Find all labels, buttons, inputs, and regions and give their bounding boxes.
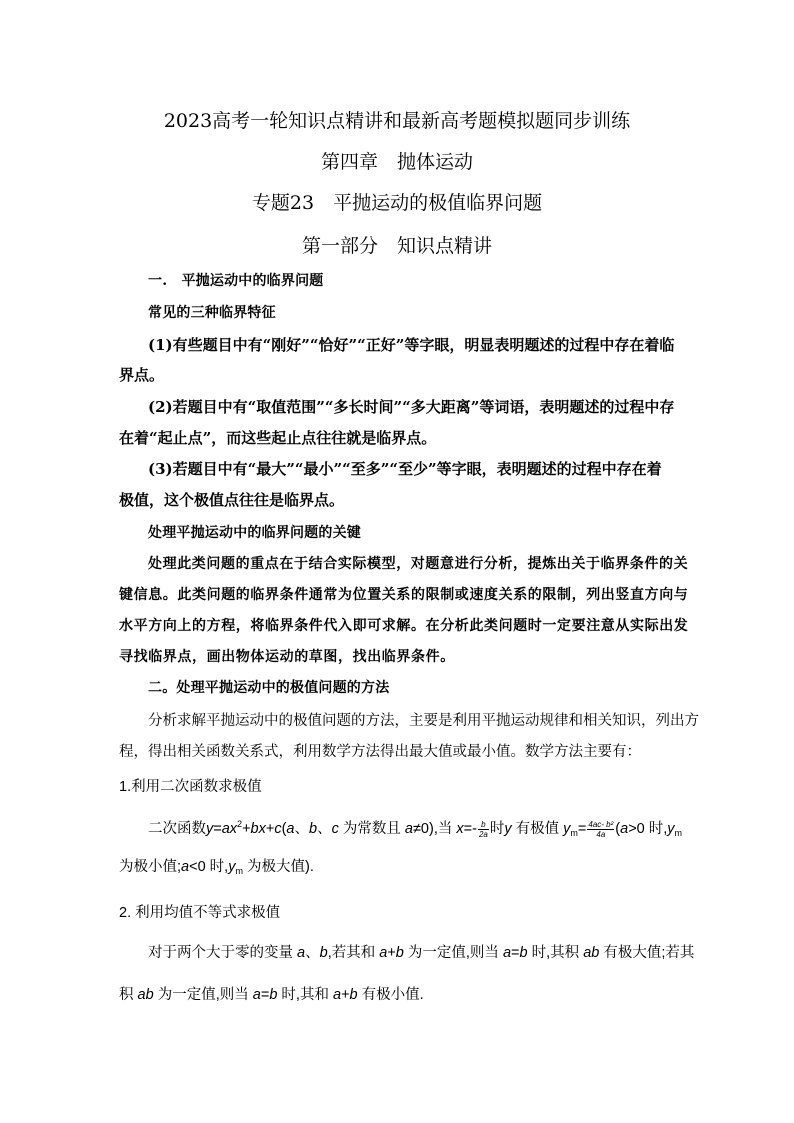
key-line4: 寻找临界点，画出物体运动的草图，找出临界条件。 <box>119 649 455 665</box>
formula-var: a <box>404 821 413 837</box>
formula-var: a <box>252 987 261 1003</box>
formula-var: a <box>379 945 388 961</box>
formula-subscript: m <box>674 828 683 838</box>
formula-text: 时,其和 <box>277 987 333 1003</box>
formula-text: + <box>242 821 251 837</box>
formula-text: 二次函数 <box>148 821 206 837</box>
topic-title: 专题23 平抛运动的极值临界问题 <box>251 192 543 214</box>
formula-text: 时 <box>489 821 505 837</box>
formula-var: ab <box>137 987 154 1003</box>
point2-line2: 在着“起止点”，而这些起止点往往就是临界点。 <box>119 429 437 447</box>
formula-var: b <box>269 987 278 1003</box>
formula-text: 为极小值; <box>119 859 182 875</box>
formula-subscript: m <box>235 866 243 876</box>
formula-var: y <box>228 859 236 875</box>
fraction-numerator: b <box>478 820 489 830</box>
formula-text: 有极小值 <box>357 987 420 1003</box>
formula-var: a <box>297 945 306 961</box>
series-title: 2023高考一轮知识点精讲和最新高考题模拟题同步训练 <box>163 110 631 132</box>
section2-intro-line1: 分析求解平抛运动中的极值问题的方法，主要是利用平抛运动规律和相关知识，列出方 <box>148 713 699 729</box>
key-line2: 键信息。此类问题的临界条件通常为位置关系的限制或速度关系的限制，列出竖直方向与 <box>119 587 689 603</box>
formula-text: . <box>419 987 424 1003</box>
formula-var: y <box>206 821 214 837</box>
formula-text: = <box>260 987 270 1003</box>
formula-text: 为一定值,则当 <box>403 945 503 961</box>
formula-text: + <box>387 945 396 961</box>
method1-title: 1.利用二次函数求极值 <box>119 779 262 795</box>
formula-var: b <box>319 945 328 961</box>
point2-line1: (2)若题目中有“取值范围”“多长时间”“多大距离”等词语，表明题述的过程中存 <box>148 398 675 416</box>
formula-text: 为一定值,则当 <box>153 987 253 1003</box>
formula-var: bx <box>250 821 266 837</box>
formula-var: b <box>349 987 358 1003</box>
formula-text: + <box>265 821 275 837</box>
formula-var: x <box>456 821 464 837</box>
formula-var: a <box>332 987 342 1003</box>
formula-text: 、 <box>317 821 332 837</box>
formula-text: 有极值 <box>511 821 564 837</box>
formula-text: <0 时, <box>189 859 229 875</box>
point3-line1: (3)若题目中有“最大”“最小”“至多”“至少”等字眼，表明题述的过程中存在着 <box>148 460 662 478</box>
key-line3: 水平方向上的方程，将临界条件代入即可求解。在分析此类问题时一定要注意从实际出发 <box>119 618 689 634</box>
formula-var: b <box>519 945 528 961</box>
formula-var: b <box>309 821 318 837</box>
fraction-vertex-x <box>478 820 489 839</box>
formula-var: ab <box>583 945 600 961</box>
formula-text: . <box>309 859 314 875</box>
fraction-numerator: 4ac- b² <box>588 819 614 829</box>
formula-text: 、 <box>305 945 320 961</box>
chapter-title: 第四章 抛体运动 <box>320 151 473 173</box>
formula-text: ( <box>615 821 621 837</box>
formula-text: 有极大值;若其 <box>599 945 695 961</box>
fraction-denominator: 2a <box>478 829 488 839</box>
formula-text: 对于两个大于零的变量 <box>148 945 298 961</box>
method2-line2 <box>119 983 424 1004</box>
formula-var: a <box>181 859 190 875</box>
point1-line2: 界点。 <box>119 366 165 384</box>
fraction-denominator: 4a <box>596 829 606 839</box>
formula-text: 为极大值) <box>242 859 310 875</box>
formula-text: ,若其和 <box>327 945 380 961</box>
formula-var: a <box>502 945 512 961</box>
formula-subscript: m <box>570 828 578 838</box>
formula-text: 时,其积 <box>527 945 584 961</box>
section2-intro-line2: 程，得出相关函数关系式，利用数学方法得出最大值或最小值。数学方法主要有： <box>119 744 641 760</box>
formula-text: = <box>511 945 520 961</box>
key-subheading: 处理平抛运动中的临界问题的关键 <box>148 525 361 541</box>
formula-var: y <box>563 821 571 837</box>
section2-heading: 二。处理平抛运动中的极值问题的方法 <box>148 680 390 696</box>
formula-text: 为常数且 <box>338 821 405 837</box>
formula-text: >0 时, <box>628 821 668 837</box>
section1-subheading: 常见的三种临界特征 <box>148 305 276 321</box>
formula-var: y <box>667 821 675 837</box>
formula-var: b <box>395 945 404 961</box>
method1-formula-line <box>148 817 682 839</box>
point1-line1: (1)有些题目中有“刚好”“恰好”“正好”等字眼，明显表明题述的过程中存在着临 <box>148 336 675 354</box>
formula-var: ax <box>221 821 238 837</box>
formula-text: =- <box>463 821 477 837</box>
formula-text: = <box>577 821 587 837</box>
formula-var: y <box>504 821 512 837</box>
formula-var: c <box>274 821 282 837</box>
formula-text: 积 <box>119 987 138 1003</box>
formula-text: 、 <box>294 821 309 837</box>
formula-var: c <box>331 821 339 837</box>
formula-exponent: 2 <box>237 819 243 829</box>
method1-formula-line2 <box>119 855 314 876</box>
formula-text: ( <box>281 821 287 837</box>
formula-text: ≠0),当 <box>412 821 457 837</box>
formula-var: a <box>286 821 295 837</box>
method2-line1 <box>148 941 694 962</box>
formula-text: + <box>341 987 350 1003</box>
key-line1: 处理此类问题的重点在于结合实际模型，对题意进行分析，提炼出关于临界条件的关 <box>148 556 689 572</box>
formula-var: a <box>620 821 629 837</box>
section1-heading: 一. 平抛运动中的临界问题 <box>148 273 324 289</box>
part-title: 第一部分 知识点精讲 <box>301 235 492 257</box>
method2-title: 2. 利用均值不等式求极值 <box>119 905 281 921</box>
formula-text: = <box>213 821 222 837</box>
fraction-extreme-value <box>587 820 614 839</box>
point3-line2: 极值，这个极值点往往是临界点。 <box>119 491 345 509</box>
